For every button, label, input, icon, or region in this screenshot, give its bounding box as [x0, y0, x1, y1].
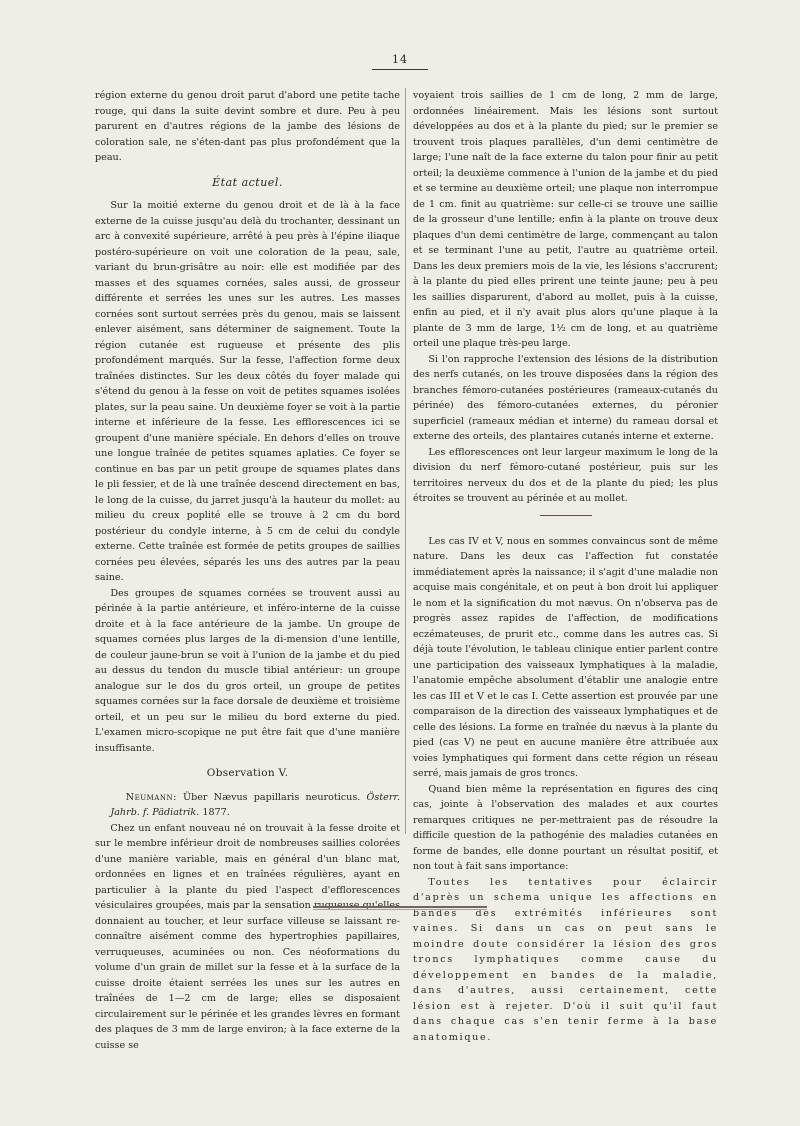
- paragraph-etat-1: Sur la moitié externe du genou droit et de là à la face externe de la cuisse jusqu'au delà du trochanter, dessinant un arc à convexité supérieure, arrêté à peu près à l'épine iliaque postéro-supérieure on voit une coloration de la peau, sale, variant du brun-grisâtre au noir: elle est modifiée par des masses et des squames cornées, sales aussi, de grosseur différente et serrées les unes sur les autres. Les masses cornées sont surtout serrées près du genou, mais se laissent enlever aisément, sans déterminer de saignement. Toute la région cutanée est rugueuse et présente des plis profondément marqués. Sur la fesse, l'affection forme deux traînées distinctes. Sur les deux côtés du foyer malade qui s'étend du genou à la fesse on voit de petites squames isolées plates, sur la peau saine. Un deuxième foyer se voit à la partie interne et inférieure de la fesse. Les efflorescences ici se groupent d'une manière spéciale. En dehors d'elles on trouve une longue traînée de petites squames aplaties. Ce foyer se continue en bas par un petit groupe de squames plates dans le pli fessier, et de là une traînée descend directement en bas, le long de la cuisse, du jarret jusqu'à la hauteur du mollet: au milieu du creux poplité elle se trouve à 2 cm du bord postérieur du condyle interne, à 5 cm de celui du condyle externe. Cette traînée est formée de petits groupes de saillies cornées peu élevées, séparés les uns des autres par la peau saine.: [95, 200, 400, 583]
- paragraph-efflorescences: Les efflorescences ont leur largeur maximum le long de la division du nerf fémoro-cutané postérieur, puis sur les territoires nerveux du dos et de la plante du pied; les plus étroites se trouvent au périnée et au mollet.: [413, 446, 718, 504]
- page-number: 14: [392, 53, 408, 66]
- paragraph-etat-2: Des groupes de squames cornées se trouvent aussi au périnée à la partie antérieure, et inféro-interne de la cuisse droite et à la face antérieure de la jambe. Un groupe de squames cornées plus larges de la di-mension d'une lentille, de couleur jaune-brun se voit à l'union de la jambe et du pied au dessus du tendon du muscle tibial antérieur: un groupe analogue sur le dos du gros orteil, un groupe de petites squames cornées sur la face dorsale de deuxième et troisième orteil, et un peu sur le milieu du bord externe du pied. L'examen micro-scopique ne put être fait que d'une manière insuffisante.: [95, 587, 400, 754]
- paragraph-observation: Chez un enfant nouveau né on trouvait à la fesse droite et sur le membre inférieur droit de nombreuses saillies colorées d'une manière variable, mais en général d'un blanc mat, ordonnées en lignes et en traînées régulières, ayant en particulier à la plante du pied l'aspect d'efflorescences vésiculaires groupées, mais par la sensation rugueuse qu'elles donnaient au toucher, et leur surface villeuse se laissant re-connaître aisément comme des hypertrophies papillaires, verruqueuses, acuminées ou non. Ces néoformations du volume d'un grain de millet sur la fesse et à la surface de la cuisse droite étaient serrées les unes sur les autres en traînées de 1—2 cm de large; elles se disposaient circulairement sur le périnée et les grandes lèvres en formant des plaques de 3 mm de large environ; à la face externe de la cuisse se: [95, 822, 400, 1051]
- reference-title: Über Nævus papillaris neuroticus.: [176, 791, 367, 803]
- reference-citation: [95, 790, 400, 821]
- paragraph-conclusion: Toutes les tentatives pour éclaircir d'après un schema unique les affections en bandes des extrémités inférieures sont vaines. Si dans un cas on peut sans le moindre doute considérer la lésion des gros troncs lymphatiques comme cause du développement en bandes de la maladie, dans d'autres, aussi certainement, cette lésion est à rejeter. D'où il suit qu'il faut dans chaque cas s'en tenir ferme à la base anatomique.: [413, 876, 718, 1043]
- heading-etat-actuel: État actuel.: [212, 175, 283, 189]
- paragraph-intro: région externe du genou droit parut d'abord une petite tache rouge, qui dans la suite devint sombre et dure. Peu à peu parurent en d'autres régions de la jambe des lésions de coloration sale, ne s'éten-dant pas plus profondément que la peau.: [95, 90, 400, 163]
- page-number-rule: [372, 69, 428, 70]
- heading-observation-v: Observation V.: [206, 767, 289, 779]
- closing-rule: [313, 906, 487, 908]
- paragraph-cas-iv-v: Les cas IV et V, nous en sommes convaincus sont de même nature. Dans les deux cas l'affection fut constatée immédiatement après la naissance; il s'agit d'une maladie non acquise mais congénitale, et on peut à bon droit lui appliquer le nom et la signification du mot nævus. On n'observa pas de progrès assez rapides de l'affection, de modifications eczémateuses, de prurit etc., comme dans les autres cas. Si déjà toute l'évolution, le tableau clinique entier parlent contre une participation des vaisseaux lymphatiques à la maladie, l'anatomie empêche absolument d'établir une analogie entre les cas III et V et le cas I. Cette assertion est prouvée par une comparaison de la direction des vaisseaux lymphatiques et de celle des lésions. La forme en traînée du nævus à la plante du pied (cas V) ne peut en aucune manière être attribuée aux voies lymphatiques qui forment dans cette région un réseau serré, mais jamais de gros troncs.: [413, 535, 718, 779]
- section-rule: [540, 515, 592, 516]
- paragraph-rapproche: Si l'on rapproche l'extension des lésions de la distribution des nerfs cutanés, on les trouve disposées dans la région des branches fémoro-cutanées postérieures (rameaux-cutanés du périnée) des fémoro-cutanées externes, du péronier superficiel (rameaux médian et interne) du rameau dorsal et externe des orteils, des plantaires cutanés interne et externe.: [413, 353, 718, 442]
- paragraph-quand: Quand bien même la représentation en figures des cinq cas, jointe à l'observation des malades et aux courtes remarques critiques ne per-mettraient pas de résoudre la difficile question de la pathogénie des maladies cutanées en forme de bandes, elle donne pourtant un résultat positif, et non tout à fait sans importance:: [413, 783, 718, 872]
- reference-journal: Österr. Jahrb. f. Pädiatrik.: [110, 791, 400, 818]
- right-column: [413, 88, 718, 1045]
- column-divider: [405, 88, 406, 834]
- paragraph-continuation: voyaient trois saillies de 1 cm de long, 2 mm de large, ordonnées linéairement. Mais les lésions sont surtout développées au dos et à la plante du pied; sur le premier se trouvent trois plaques parallèles, d'un demi centimètre de large; l'une naît de la face externe du talon pour finir au petit orteil; la deuxième commence à l'union de la jambe et du pied et se termine au deuxième orteil; une plaque non interrompue de 1 cm. finit au quatrième: sur celle-ci se trouve une saillie de la grosseur d'une lentille; enfin à la plante on trouve deux plaques d'un demi centimètre de large, commençant au talon et se terminant l'une au petit, l'autre au quatrième orteil. Dans les deux premiers mois de la vie, les lésions s'accrurent; à la plante du pied elles prirent une teinte jaune; peu à peu les saillies disparurent, d'abord au mollet, puis à la cuisse, enfin au pied, et il n'y avait plus alors qu'une plaque à la plante de 3 mm de large, 1½ cm de long, et au quatrième orteil une plaque très-peu large.: [413, 90, 718, 349]
- reference-year: 1877.: [199, 807, 230, 818]
- reference-author: Neumann:: [125, 791, 177, 803]
